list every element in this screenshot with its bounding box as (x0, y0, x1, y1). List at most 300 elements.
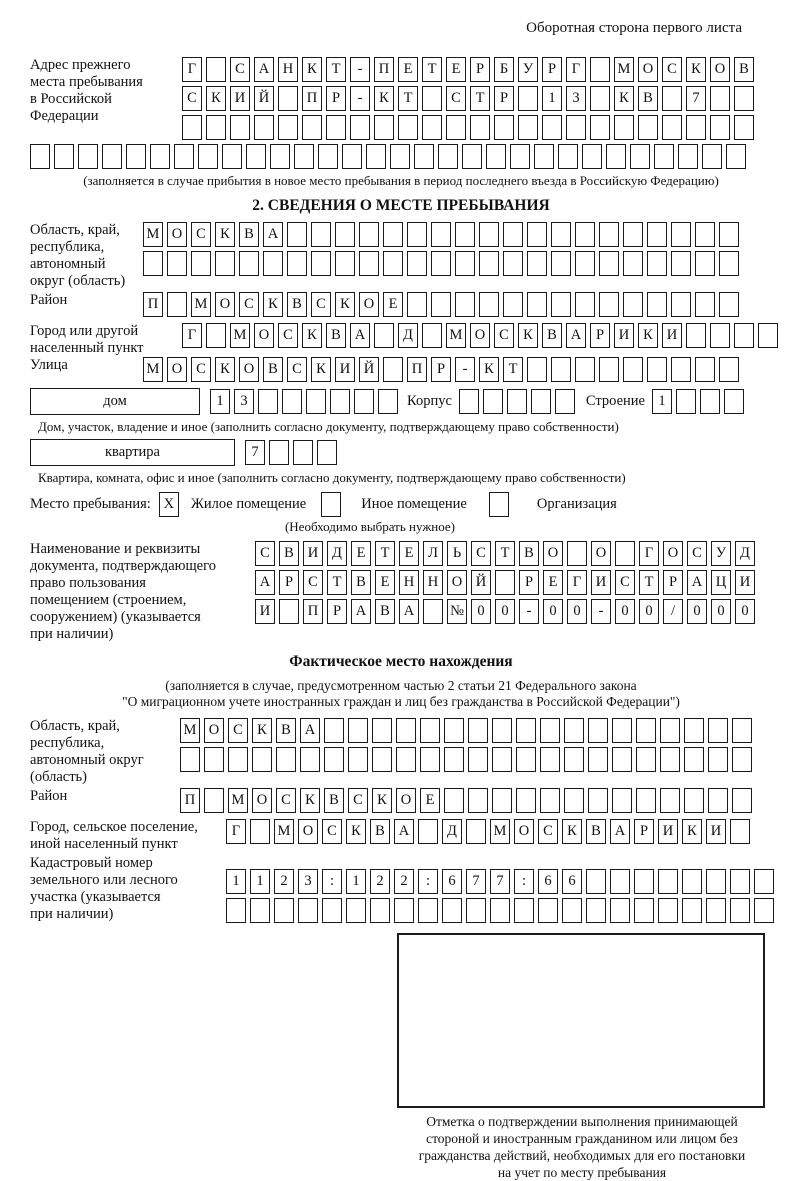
char-cell (623, 357, 643, 382)
char-cell: Г (639, 541, 659, 566)
char-cell (374, 115, 394, 140)
char-cell (726, 144, 746, 169)
char-cell: Г (226, 819, 246, 844)
char-cell: С (446, 86, 466, 111)
char-cell (270, 144, 290, 169)
char-cell: В (351, 570, 371, 595)
char-cell (503, 222, 523, 247)
char-cell (317, 440, 337, 465)
char-cell: 7 (490, 869, 510, 894)
char-cell (167, 292, 187, 317)
char-cell (483, 389, 503, 414)
char-cell: О (710, 57, 730, 82)
char-cell: 2 (394, 869, 414, 894)
char-cell (647, 222, 667, 247)
char-cell (366, 144, 386, 169)
char-cell (394, 898, 414, 923)
char-cell: О (204, 718, 224, 743)
char-cell (383, 222, 403, 247)
char-cell: 7 (466, 869, 486, 894)
char-cell: А (399, 599, 419, 624)
char-cell (495, 570, 515, 595)
char-cell: 6 (538, 869, 558, 894)
char-cell (322, 898, 342, 923)
char-cell: Е (543, 570, 563, 595)
char-cell: С (255, 541, 275, 566)
char-cell (636, 747, 656, 772)
char-cell (527, 251, 547, 276)
char-cell: С (228, 718, 248, 743)
char-cell: Р (634, 819, 654, 844)
char-cell (468, 788, 488, 813)
field-district (30, 292, 772, 321)
char-cell (612, 788, 632, 813)
char-cell (407, 251, 427, 276)
char-cell (702, 144, 722, 169)
checkbox-organization (489, 492, 509, 517)
char-cell (606, 144, 626, 169)
char-cell (542, 115, 562, 140)
char-cell (422, 86, 442, 111)
char-cell: П (303, 599, 323, 624)
field-label: Город или другой населенный пункт (30, 323, 144, 356)
char-cell: М (228, 788, 248, 813)
char-cell (30, 144, 50, 169)
char-cell: А (300, 718, 320, 743)
section-3-title: Фактическое место нахождения (289, 653, 513, 670)
char-cell (418, 898, 438, 923)
char-cell (708, 718, 728, 743)
char-cell (510, 144, 530, 169)
field-label: Улица (30, 357, 68, 373)
char-cell (342, 144, 362, 169)
char-cell (684, 718, 704, 743)
char-cell (431, 222, 451, 247)
char-cell (306, 389, 326, 414)
char-cell: О (167, 357, 187, 382)
char-cell (78, 144, 98, 169)
char-cell: Р (519, 570, 539, 595)
stamp-box (397, 933, 765, 1108)
char-cell (638, 115, 658, 140)
char-cell (230, 115, 250, 140)
char-cell (311, 251, 331, 276)
char-cell (455, 251, 475, 276)
char-cell: С (191, 357, 211, 382)
char-cell: Е (399, 541, 419, 566)
char-cell (700, 389, 720, 414)
char-cell: О (638, 57, 658, 82)
char-cell (383, 357, 403, 382)
char-cell: Т (470, 86, 490, 111)
char-cell (676, 389, 696, 414)
char-cell: О (252, 788, 272, 813)
char-cell (660, 747, 680, 772)
char-cell: - (519, 599, 539, 624)
char-cell: У (711, 541, 731, 566)
field-label: Область, край, республика, автономный округ (область) (30, 718, 144, 785)
char-cell: Т (495, 541, 515, 566)
char-grid-row (210, 389, 398, 414)
char-cell (671, 292, 691, 317)
char-cell: Д (735, 541, 755, 566)
char-cell: Н (278, 57, 298, 82)
char-cell: В (326, 323, 346, 348)
char-cell (503, 292, 523, 317)
char-cell (754, 898, 774, 923)
char-cell (564, 788, 584, 813)
char-cell: М (446, 323, 466, 348)
char-cell: 3 (298, 869, 318, 894)
char-cell: И (706, 819, 726, 844)
char-cell (610, 869, 630, 894)
stroenie-label: Строение (585, 393, 645, 409)
char-cell (684, 788, 704, 813)
field-region (30, 222, 772, 290)
char-cell (518, 86, 538, 111)
field-label: Наименование и реквизиты документа, подтверждающего право пользования помещением (строением, сооружением) (указывается при наличии) (30, 541, 216, 642)
field-previous-address (30, 57, 772, 144)
char-cell: К (372, 788, 392, 813)
char-cell: : (322, 869, 342, 894)
char-cell (396, 718, 416, 743)
char-cell: Т (327, 570, 347, 595)
char-cell (575, 251, 595, 276)
char-cell (514, 898, 534, 923)
char-cell (346, 898, 366, 923)
char-cell (734, 86, 754, 111)
char-cell: П (302, 86, 322, 111)
char-cell (724, 389, 744, 414)
char-cell: В (586, 819, 606, 844)
char-cell (468, 747, 488, 772)
char-cell: К (614, 86, 634, 111)
char-cell: К (374, 86, 394, 111)
char-cell: С (182, 86, 202, 111)
field-stay-type (30, 492, 772, 517)
char-cell: 1 (210, 389, 230, 414)
char-cell: 0 (711, 599, 731, 624)
char-cell (167, 251, 187, 276)
char-cell (252, 747, 272, 772)
char-cell: 0 (615, 599, 635, 624)
char-cell: И (591, 570, 611, 595)
char-cell: К (562, 819, 582, 844)
char-cell: О (591, 541, 611, 566)
char-cell (250, 898, 270, 923)
char-cell: 7 (245, 440, 265, 465)
char-cell: Ц (711, 570, 731, 595)
char-cell: 3 (234, 389, 254, 414)
field-document (30, 541, 772, 643)
char-cell: О (215, 292, 235, 317)
char-grid-row (226, 869, 774, 894)
char-cell: М (274, 819, 294, 844)
char-cell: А (254, 57, 274, 82)
char-cell (311, 222, 331, 247)
char-grid-row (652, 389, 744, 414)
field-label: Область, край, республика, автономный округ (область) (30, 222, 126, 289)
char-cell: 6 (442, 869, 462, 894)
char-cell (586, 898, 606, 923)
field-city-actual (30, 819, 772, 853)
char-cell (636, 788, 656, 813)
char-cell: С (615, 570, 635, 595)
char-cell (575, 357, 595, 382)
char-cell (710, 86, 730, 111)
char-cell (374, 323, 394, 348)
section-3-note: (заполняется в случае, предусмотренном частью 2 статьи 21 Федерального закона "О миграционном учете иностранных граждан и лиц без гражданства в Российской Федерации") (122, 678, 680, 709)
char-cell: К (518, 323, 538, 348)
char-cell: Н (423, 570, 443, 595)
char-cell (431, 292, 451, 317)
char-cell (719, 292, 739, 317)
char-cell (287, 222, 307, 247)
char-cell: И (230, 86, 250, 111)
char-cell: К (686, 57, 706, 82)
char-grid-row (182, 86, 754, 111)
char-cell: П (407, 357, 427, 382)
page-side-note: Оборотная сторона первого листа (526, 20, 742, 36)
char-cell (732, 747, 752, 772)
char-cell (647, 292, 667, 317)
char-cell (551, 292, 571, 317)
field-label: Адрес прежнего места пребывания в Российской Федерации (30, 57, 143, 124)
char-cell (278, 86, 298, 111)
char-cell (282, 389, 302, 414)
char-cell: К (206, 86, 226, 111)
char-cell (706, 898, 726, 923)
char-cell (258, 389, 278, 414)
char-cell: С (191, 222, 211, 247)
char-cell: О (470, 323, 490, 348)
char-cell (540, 747, 560, 772)
char-cell (470, 115, 490, 140)
char-cell (582, 144, 602, 169)
char-cell (555, 389, 575, 414)
char-cell: Г (182, 57, 202, 82)
char-cell: 1 (542, 86, 562, 111)
char-cell: Р (542, 57, 562, 82)
char-cell (588, 718, 608, 743)
field-cadastre (30, 855, 772, 927)
char-cell (228, 747, 248, 772)
char-cell (486, 144, 506, 169)
char-cell (446, 115, 466, 140)
char-cell: 0 (495, 599, 515, 624)
char-cell (732, 788, 752, 813)
char-cell (215, 251, 235, 276)
char-cell (623, 292, 643, 317)
option-organization-label: Организация (536, 496, 617, 512)
char-grid-row (182, 115, 754, 140)
char-cell (567, 541, 587, 566)
char-cell: И (662, 323, 682, 348)
char-cell: С (278, 323, 298, 348)
char-cell (564, 747, 584, 772)
char-cell: И (335, 357, 355, 382)
char-cell (462, 144, 482, 169)
char-cell: В (287, 292, 307, 317)
char-cell: И (735, 570, 755, 595)
char-cell: К (335, 292, 355, 317)
char-cell (590, 86, 610, 111)
char-cell: Д (442, 819, 462, 844)
char-cell (575, 292, 595, 317)
char-cell: Е (375, 570, 395, 595)
char-cell (630, 144, 650, 169)
char-cell: Т (503, 357, 523, 382)
char-cell (615, 541, 635, 566)
char-cell (274, 898, 294, 923)
char-cell (479, 222, 499, 247)
char-cell (623, 222, 643, 247)
char-cell: А (351, 599, 371, 624)
char-cell (318, 144, 338, 169)
stay-type-note: (Необходимо выбрать нужное) (284, 519, 456, 534)
char-cell: Т (375, 541, 395, 566)
char-cell: М (230, 323, 250, 348)
char-cell (758, 323, 778, 348)
char-cell: С (494, 323, 514, 348)
char-cell (599, 357, 619, 382)
char-cell: В (279, 541, 299, 566)
char-cell: Т (326, 57, 346, 82)
char-cell (204, 747, 224, 772)
char-cell: 1 (652, 389, 672, 414)
char-cell (300, 747, 320, 772)
field-city (30, 323, 772, 357)
char-cell: 0 (639, 599, 659, 624)
char-cell: Н (399, 570, 419, 595)
char-cell (279, 599, 299, 624)
char-cell (335, 222, 355, 247)
char-cell (372, 747, 392, 772)
char-cell: К (311, 357, 331, 382)
char-cell: С (303, 570, 323, 595)
char-cell (695, 222, 715, 247)
char-cell (662, 86, 682, 111)
field-label: Кадастровый номер земельного или лесного участка (указывается при наличии) (30, 855, 178, 922)
char-cell (246, 144, 266, 169)
char-cell (293, 440, 313, 465)
field-region-actual (30, 718, 772, 786)
char-cell: А (263, 222, 283, 247)
char-cell (684, 747, 704, 772)
char-cell (654, 144, 674, 169)
char-cell (330, 389, 350, 414)
char-cell (671, 357, 691, 382)
char-cell: В (542, 323, 562, 348)
char-cell (226, 898, 246, 923)
char-cell (612, 718, 632, 743)
char-cell (182, 115, 202, 140)
char-cell: К (215, 357, 235, 382)
char-cell (614, 115, 634, 140)
char-cell: П (143, 292, 163, 317)
char-cell: Й (471, 570, 491, 595)
char-cell (531, 389, 551, 414)
char-cell (710, 323, 730, 348)
char-cell (438, 144, 458, 169)
char-cell (494, 115, 514, 140)
char-cell: С (687, 541, 707, 566)
char-grid-row (255, 570, 755, 595)
char-cell: 3 (566, 86, 586, 111)
char-cell: - (591, 599, 611, 624)
char-cell: 0 (567, 599, 587, 624)
field-apartment (30, 439, 772, 466)
char-cell: И (255, 599, 275, 624)
char-cell (686, 115, 706, 140)
char-cell (660, 718, 680, 743)
char-cell (407, 292, 427, 317)
char-cell (575, 222, 595, 247)
char-cell: Г (566, 57, 586, 82)
char-cell (586, 869, 606, 894)
char-cell: № (447, 599, 467, 624)
char-cell (254, 115, 274, 140)
char-cell (551, 251, 571, 276)
char-cell (354, 389, 374, 414)
char-cell (276, 747, 296, 772)
char-cell: О (359, 292, 379, 317)
char-cell (326, 115, 346, 140)
char-cell (466, 898, 486, 923)
char-cell: Е (398, 57, 418, 82)
char-cell (647, 251, 667, 276)
char-cell (444, 747, 464, 772)
char-cell (708, 788, 728, 813)
char-cell: О (543, 541, 563, 566)
char-cell (206, 57, 226, 82)
char-cell (734, 323, 754, 348)
field-street (30, 357, 772, 386)
char-cell: Е (446, 57, 466, 82)
char-grid-row (255, 541, 755, 566)
char-cell (599, 222, 619, 247)
field-house (30, 388, 772, 415)
char-cell (383, 251, 403, 276)
char-cell: В (276, 718, 296, 743)
option-residential-label: Жилое помещение (190, 496, 307, 512)
char-cell (719, 251, 739, 276)
char-cell: Р (326, 86, 346, 111)
char-cell (527, 292, 547, 317)
char-cell (420, 747, 440, 772)
char-cell (490, 898, 510, 923)
char-cell: В (519, 541, 539, 566)
char-cell: С (322, 819, 342, 844)
char-cell: Б (494, 57, 514, 82)
char-cell: О (167, 222, 187, 247)
house-note: Дом, участок, владение и иное (заполнить согласно документу, подтверждающему право собственности) (38, 419, 619, 434)
char-cell (588, 788, 608, 813)
option-other-label: Иное помещение (361, 496, 467, 512)
char-cell (516, 788, 536, 813)
char-cell (298, 898, 318, 923)
char-cell: 6 (562, 869, 582, 894)
char-cell (708, 747, 728, 772)
char-cell (335, 251, 355, 276)
char-cell: М (143, 357, 163, 382)
char-cell (503, 251, 523, 276)
char-cell (551, 222, 571, 247)
char-cell (588, 747, 608, 772)
char-cell (479, 292, 499, 317)
char-cell: М (614, 57, 634, 82)
char-cell: : (418, 869, 438, 894)
